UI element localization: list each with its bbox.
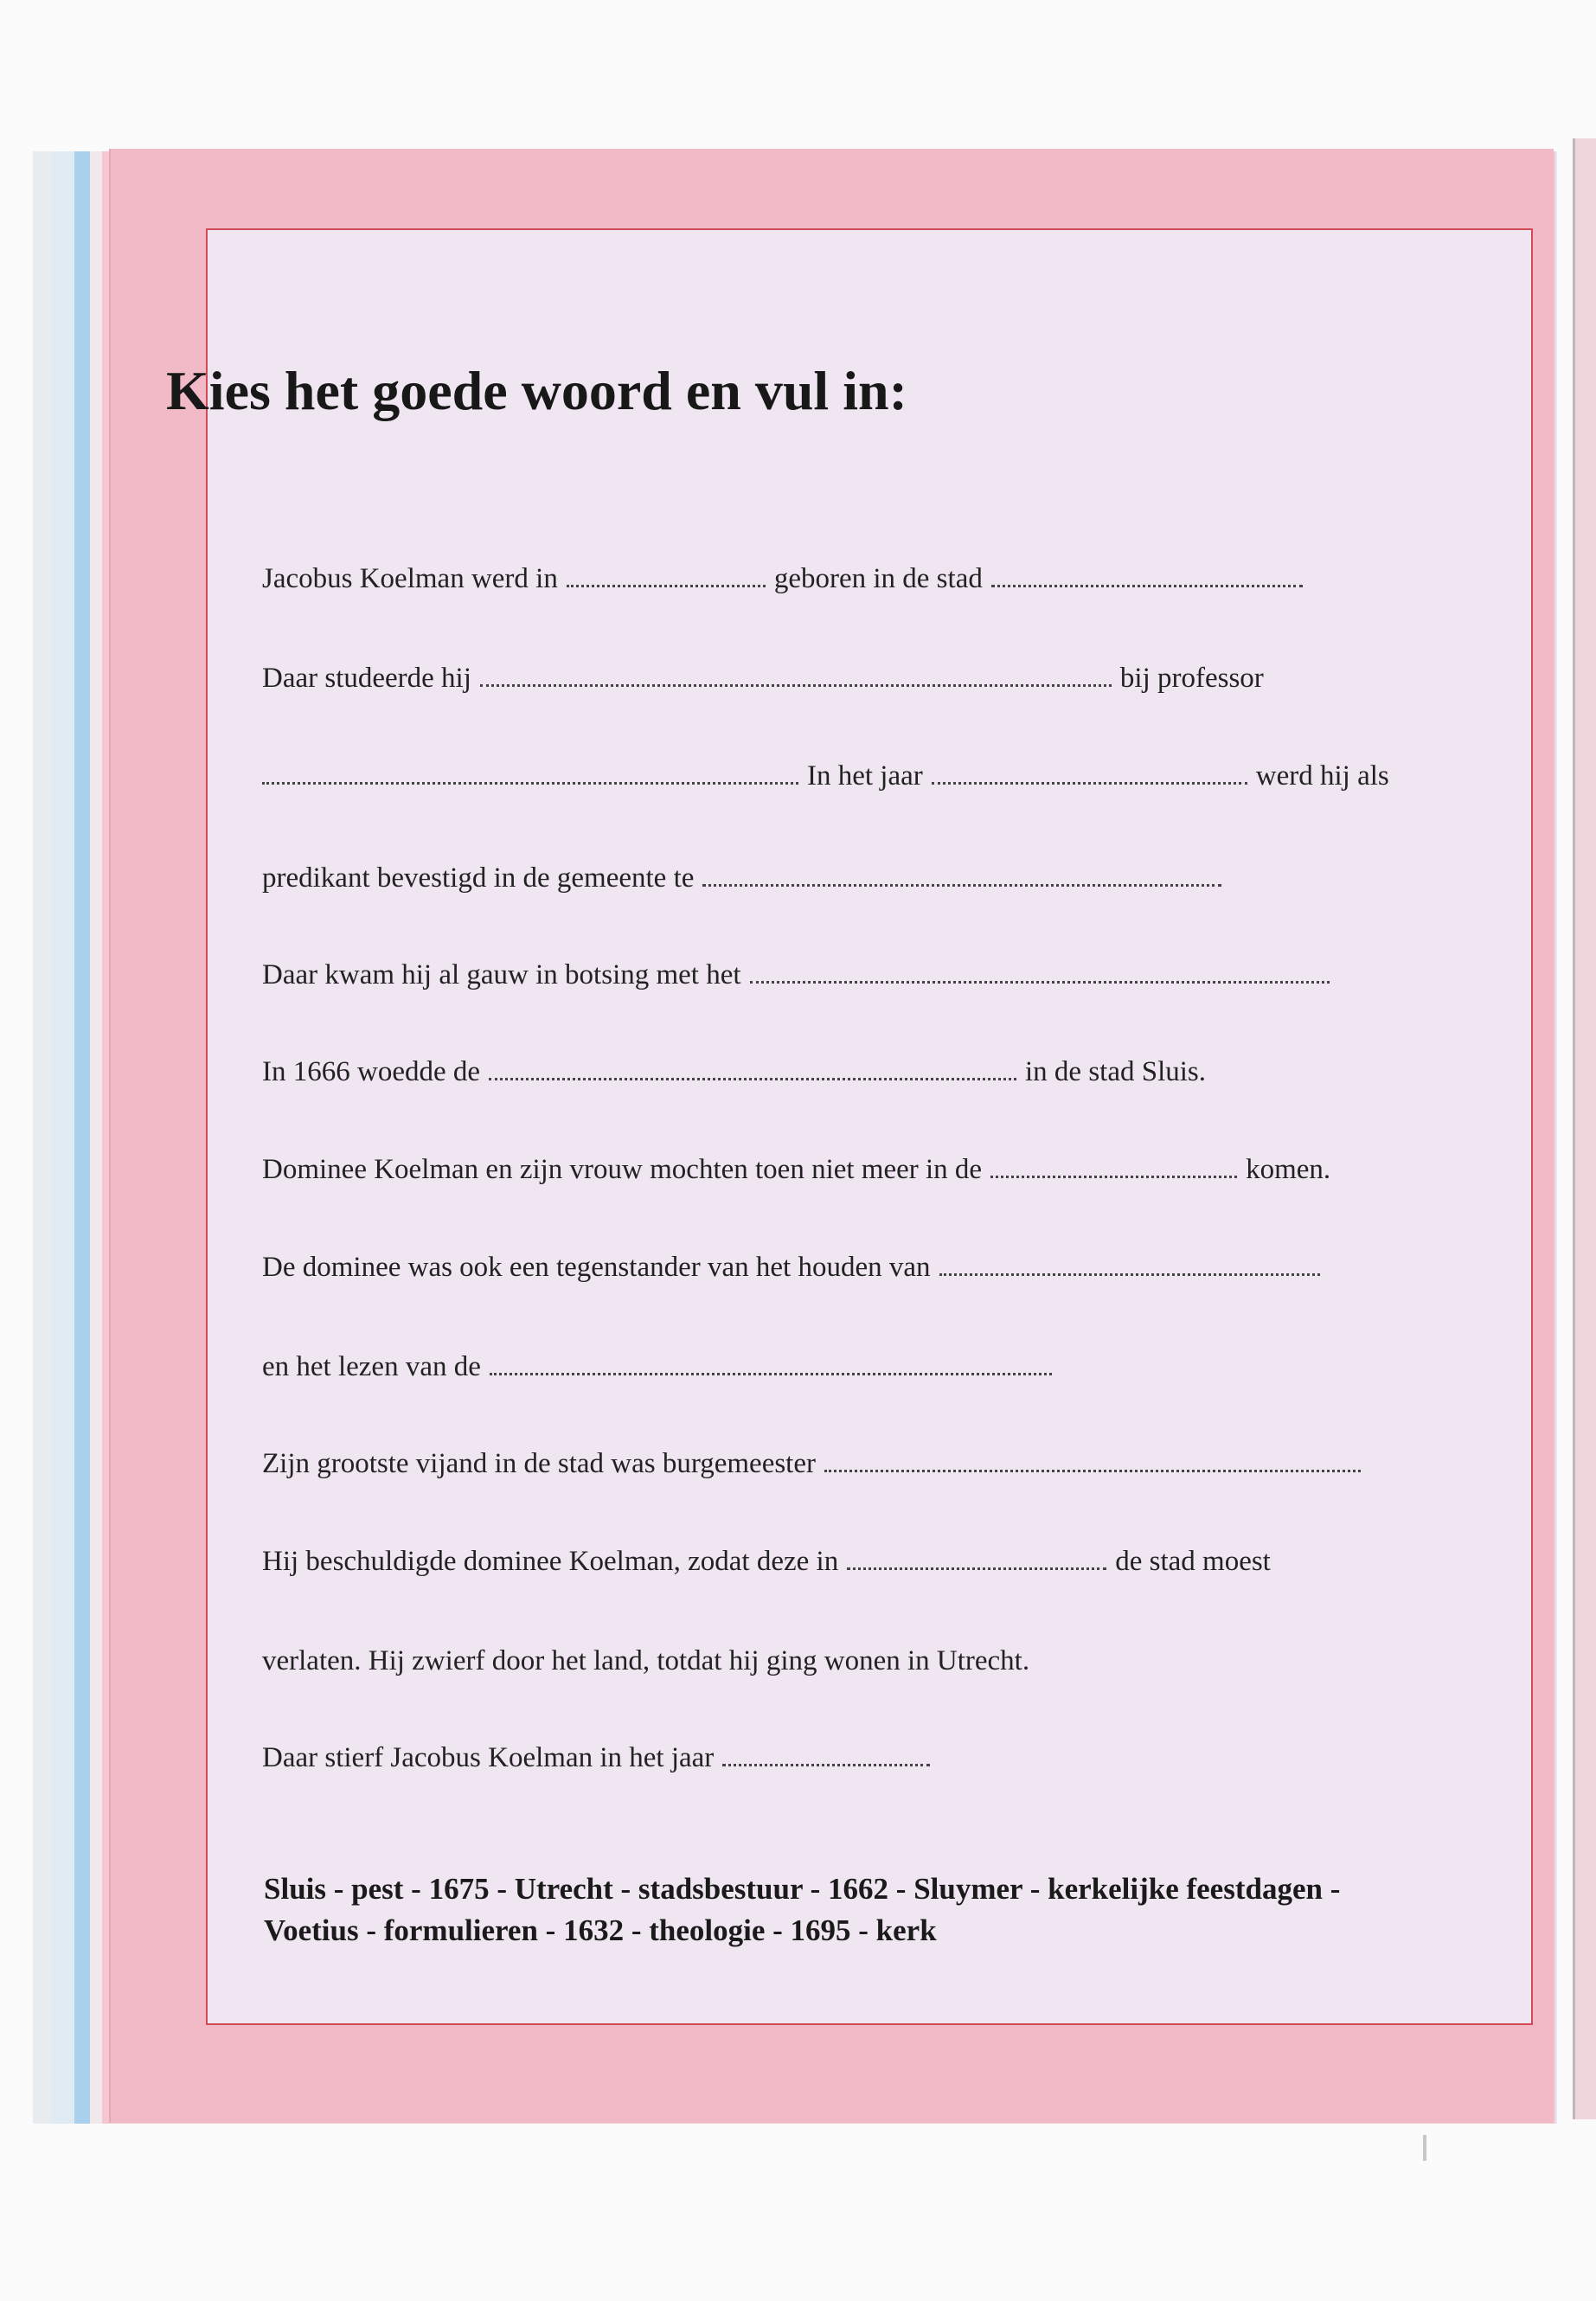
- sentence-text: Daar stierf Jacobus Koelman in het jaar: [262, 1742, 715, 1773]
- worksheet-page: [111, 149, 1554, 2123]
- sentence-text: In het jaar: [807, 760, 923, 792]
- sentence-text: in de stad Sluis.: [1025, 1056, 1207, 1087]
- sentence-line: [262, 1538, 1484, 1585]
- sentence-text: de stad moest: [1115, 1546, 1271, 1577]
- sentence-line: [262, 753, 1484, 799]
- sentence-text: Daar studeerde hij: [262, 663, 471, 694]
- sentence-line: [262, 555, 1484, 602]
- scan-mark: [1423, 2135, 1426, 2161]
- word-bank-line: Voetius - formulieren - 1632 - theologie - 1695 - kerk: [264, 1913, 937, 1947]
- sentence-text: bij professor: [1119, 663, 1264, 694]
- sentence-text: In 1666 woedde de: [262, 1056, 481, 1087]
- answer-blank[interactable]: [847, 1545, 1106, 1570]
- sentence-text: predikant bevestigd in de gemeente te: [262, 862, 695, 894]
- sentence-text: Jacobus Koelman werd in: [262, 563, 558, 594]
- sentence-line: [262, 1440, 1484, 1487]
- sentence-line: [262, 1048, 1484, 1095]
- sentence-line: [262, 1343, 1484, 1390]
- word-bank: [264, 1868, 1492, 1952]
- answer-blank[interactable]: [262, 760, 798, 785]
- answer-blank[interactable]: [990, 1153, 1237, 1178]
- sentence-line: [262, 655, 1484, 702]
- sentence-line: [262, 1734, 1484, 1781]
- sentence-text: verlaten. Hij zwierf door het land, totdat hij ging wonen in Utrecht.: [262, 1645, 1030, 1676]
- sentence-line: [262, 952, 1484, 998]
- answer-blank[interactable]: [489, 1055, 1016, 1080]
- sentence-text: De dominee was ook een tegenstander van het houden van: [262, 1252, 931, 1283]
- answer-blank[interactable]: [750, 958, 1330, 984]
- sentence-text: komen.: [1246, 1154, 1331, 1185]
- answer-blank[interactable]: [939, 1251, 1320, 1276]
- answer-blank[interactable]: [702, 862, 1221, 887]
- sentence-line: [262, 1146, 1484, 1193]
- sentence-text: werd hij als: [1255, 760, 1389, 792]
- sentence-text: Zijn grootste vijand in de stad was burgemeester: [262, 1448, 816, 1479]
- word-bank-line: Sluis - pest - 1675 - Utrecht - stadsbestuur - 1662 - Sluymer - kerkelijke feestdagen -: [264, 1872, 1341, 1906]
- answer-blank[interactable]: [722, 1741, 930, 1766]
- sentence-line: [262, 855, 1484, 901]
- sentence-text: en het lezen van de: [262, 1351, 481, 1382]
- sentence-text: Hij beschuldigde dominee Koelman, zodat deze in: [262, 1546, 839, 1577]
- sentence-text: geboren in de stad: [773, 563, 983, 594]
- answer-blank[interactable]: [567, 562, 766, 587]
- answer-blank[interactable]: [824, 1447, 1361, 1472]
- facing-page-edge: [1573, 138, 1596, 2119]
- sentence-text: Dominee Koelman en zijn vrouw mochten toen niet meer in de: [262, 1154, 983, 1185]
- answer-blank[interactable]: [480, 662, 1112, 687]
- sentence-line: [262, 1638, 1484, 1684]
- answer-blank[interactable]: [932, 760, 1247, 785]
- sentence-line: [262, 1244, 1484, 1291]
- answer-blank[interactable]: [991, 562, 1303, 587]
- answer-blank[interactable]: [490, 1350, 1052, 1375]
- worksheet-title: Kies het goede woord en vul in:: [166, 360, 907, 421]
- sentence-text: Daar kwam hij al gauw in botsing met het: [262, 959, 741, 990]
